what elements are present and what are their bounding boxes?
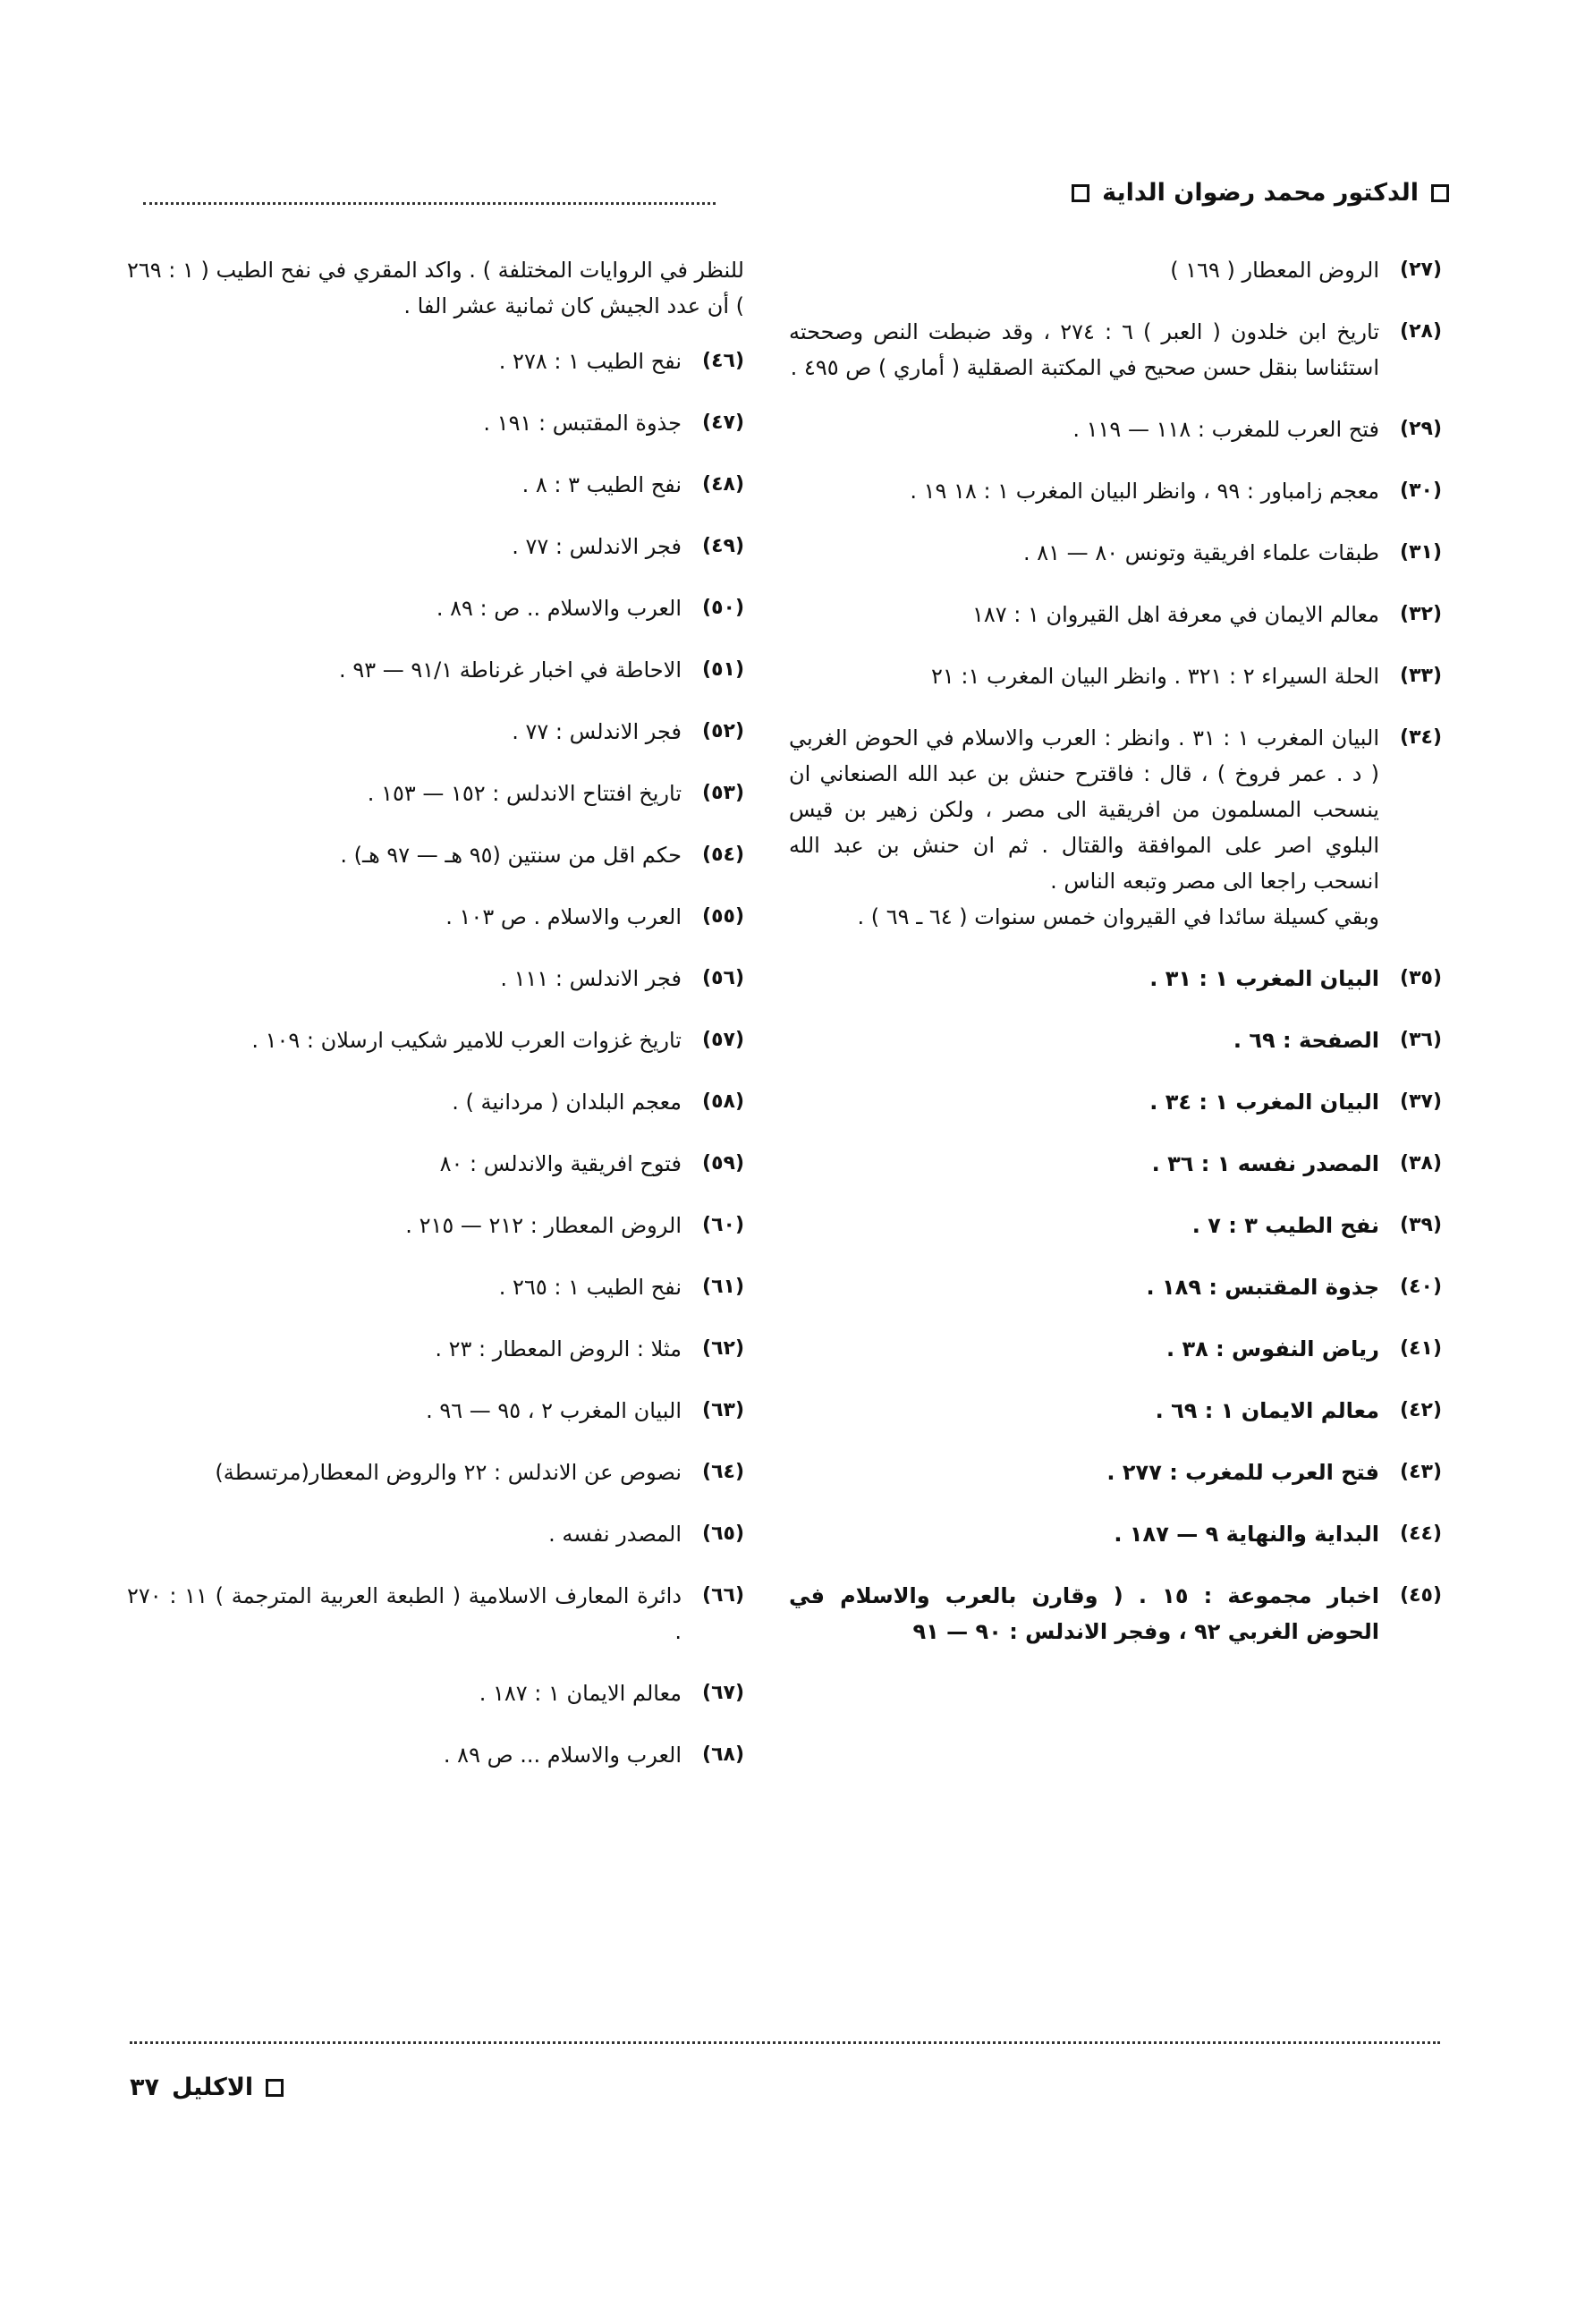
footnote-item xyxy=(789,1022,1442,1058)
footnote-text-paragraph: اخبار مجموعة : ١٥ . ( وقارن بالعرب والاسلام في الحوض الغربي ٩٢ ، وفجر الاندلس : ٩٠ — ٩١ xyxy=(789,1583,1379,1644)
footnote-text-paragraph: نصوص عن الاندلس : ٢٢ والروض المعطار(مرتسطة) xyxy=(215,1460,682,1485)
footnote-number: (٣٤) xyxy=(1400,726,1442,749)
footnote-number: (٦٠) xyxy=(702,1214,744,1236)
footnote-text xyxy=(789,720,1379,935)
footnote-item xyxy=(127,1146,744,1182)
footnote-number: (٤١) xyxy=(1400,1337,1442,1360)
footnote-number: (٥٣) xyxy=(702,782,744,804)
footnote-item xyxy=(789,961,1442,997)
footnote-text-paragraph: البداية والنهاية ٩ — ١٨٧ . xyxy=(1114,1522,1379,1547)
footnote-text xyxy=(127,405,682,441)
footnote-item xyxy=(789,658,1442,694)
footnote-text xyxy=(127,961,682,997)
footnote-number: (٣١) xyxy=(1400,541,1442,564)
footnote-text-paragraph: تاريخ افتتاح الاندلس : ١٥٢ — ١٥٣ . xyxy=(367,781,682,806)
footnote-text-paragraph: العرب والاسلام . ص ١٠٣ . xyxy=(445,904,682,929)
footnote-text xyxy=(789,961,1379,997)
footnote-text-paragraph: نفح الطيب ٣ : ٨ . xyxy=(521,472,682,497)
footnote-item xyxy=(127,405,744,441)
footnote-text-paragraph: حكم اقل من سنتين (٩٥ هـ — ٩٧ هـ) . xyxy=(340,843,682,868)
footnote-text-paragraph: فتح العرب للمغرب : ٢٧٧ . xyxy=(1106,1460,1379,1485)
footnote-text-paragraph: طبقات علماء افريقية وتونس ٨٠ — ٨١ . xyxy=(1023,540,1379,565)
footnote-text-paragraph: فجر الاندلس : ٧٧ . xyxy=(512,534,682,559)
footnote-text xyxy=(127,776,682,811)
footnote-number: (٤٧) xyxy=(702,411,744,434)
footnote-text xyxy=(127,529,682,564)
footnote-text-paragraph: فجر الاندلس : ١١١ . xyxy=(500,966,682,991)
footnote-text xyxy=(127,1084,682,1120)
footnote-number: (٣٣) xyxy=(1400,665,1442,687)
footnote-text-paragraph: الروض المعطار ( ١٦٩ ) xyxy=(1170,258,1379,283)
footnote-text-paragraph: فجر الاندلس : ٧٧ . xyxy=(512,719,682,744)
footnote-text-paragraph: العرب والاسلام .. ص : ٨٩ . xyxy=(436,596,682,621)
footnote-number: (٤٨) xyxy=(702,473,744,496)
footnote-text xyxy=(127,1516,682,1552)
footnote-text-paragraph: نفح الطيب ١ : ٢٧٨ . xyxy=(498,349,682,374)
square-bullet-icon xyxy=(1431,184,1449,202)
footnote-item xyxy=(127,1331,744,1367)
footnote-text xyxy=(127,714,682,750)
footnote-item xyxy=(789,1269,1442,1305)
footnote-number: (٥١) xyxy=(702,658,744,681)
footnote-text-paragraph: الروض المعطار : ٢١٢ — ٢١٥ . xyxy=(405,1213,682,1238)
footnote-number: (٦٣) xyxy=(702,1399,744,1421)
footnote-number: (٤٣) xyxy=(1400,1461,1442,1483)
page-number: ٣٧ xyxy=(130,2074,159,2101)
footnote-number: (٣٥) xyxy=(1400,967,1442,989)
footnote-item xyxy=(789,597,1442,632)
footnote-item xyxy=(127,776,744,811)
continued-note-text: للنظر في الروايات المختلفة ) . واكد المقري في نفح الطيب ( ١ : ٢٦٩ ) أن عدد الجيش كان ثمانية عشر الفا . xyxy=(127,258,744,318)
footnote-text-paragraph: معالم الايمان في معرفة اهل القيروان ١ : ١٨٧ xyxy=(971,602,1379,627)
footnote-text-paragraph: معجم زامباور : ٩٩ ، وانظر البيان المغرب ١ : ١٨ ١٩ . xyxy=(910,479,1379,504)
footnote-text xyxy=(127,344,682,379)
footnote-number: (٦٢) xyxy=(702,1337,744,1360)
footnote-text xyxy=(789,535,1379,571)
footnote-text xyxy=(789,1516,1379,1552)
footnote-text xyxy=(127,899,682,935)
footnote-text-paragraph: الاحاطة في اخبار غرناطة ٩١/١ — ٩٣ . xyxy=(339,657,682,683)
footnote-number: (٤٤) xyxy=(1400,1522,1442,1545)
footnote-number: (٥٦) xyxy=(702,967,744,989)
left-column-notes xyxy=(127,252,744,1799)
footnote-item xyxy=(127,1578,744,1650)
footnote-text xyxy=(127,837,682,873)
footnote-text xyxy=(789,1331,1379,1367)
footnote-number: (٣٨) xyxy=(1400,1152,1442,1175)
footnote-number: (٦١) xyxy=(702,1276,744,1298)
footnote-item xyxy=(127,467,744,503)
footnote-number: (٦٧) xyxy=(702,1682,744,1704)
footnote-item xyxy=(127,1269,744,1305)
footnote-item xyxy=(127,1022,744,1058)
footnote-item xyxy=(789,411,1442,447)
footnote-number: (٣٧) xyxy=(1400,1090,1442,1113)
footnote-text-paragraph: جذوة المقتبس : ١٨٩ . xyxy=(1146,1275,1379,1300)
footnote-text xyxy=(789,1393,1379,1429)
footnote-text-paragraph: البيان المغرب ١ : ٣٤ . xyxy=(1149,1090,1379,1115)
footnote-number: (٢٨) xyxy=(1400,320,1442,343)
footnote-text-paragraph: معالم الايمان ١ : ٦٩ . xyxy=(1155,1398,1379,1423)
footnote-item xyxy=(127,961,744,997)
footnote-text xyxy=(127,1737,682,1773)
square-bullet-icon xyxy=(266,2079,284,2097)
header-author xyxy=(1072,179,1449,207)
footnote-item xyxy=(789,720,1442,935)
footnote-text xyxy=(789,252,1379,288)
footnote-text xyxy=(127,652,682,688)
footnote-text-paragraph: مثلا : الروض المعطار : ٢٣ . xyxy=(435,1336,682,1361)
footnote-number: (٢٧) xyxy=(1400,259,1442,281)
footnote-number: (٤٠) xyxy=(1400,1276,1442,1298)
footnote-text-paragraph: وبقي كسيلة سائدا في القيروان خمس سنوات ( ٦٤ ـ ٦٩ ) . xyxy=(857,904,1379,929)
footnote-number: (٣٠) xyxy=(1400,479,1442,502)
footnote-text xyxy=(127,467,682,503)
footnote-text-paragraph: الصفحة : ٦٩ . xyxy=(1233,1028,1379,1053)
page-header xyxy=(143,179,1449,215)
footnote-number: (٤٩) xyxy=(702,535,744,557)
footnote-text xyxy=(127,1393,682,1429)
footnote-item xyxy=(127,1675,744,1711)
footnote-number: (٥٧) xyxy=(702,1029,744,1051)
footnote-text xyxy=(127,1146,682,1182)
footnote-number: (٥٠) xyxy=(702,597,744,619)
footnote-text xyxy=(789,1578,1379,1650)
footnote-item xyxy=(127,344,744,379)
journal-name: الاكليل xyxy=(171,2074,254,2101)
footnote-text xyxy=(789,1208,1379,1243)
footnote-number: (٦٦) xyxy=(702,1584,744,1607)
footnote-item xyxy=(789,1146,1442,1182)
footnote-number: (٣٩) xyxy=(1400,1214,1442,1236)
footnote-text-paragraph: تاريخ غزوات العرب للامير شكيب ارسلان : ١٠٩ . xyxy=(251,1028,682,1053)
footnote-item xyxy=(127,1516,744,1552)
footnote-item xyxy=(789,535,1442,571)
footnote-number: (٢٩) xyxy=(1400,418,1442,440)
footnote-item xyxy=(789,1393,1442,1429)
footnote-item xyxy=(789,1084,1442,1120)
footnote-item xyxy=(127,1455,744,1490)
footnote-text-paragraph: معجم البلدان ( مردانية ) . xyxy=(452,1090,682,1115)
footnote-text-paragraph: فتح العرب للمغرب : ١١٨ — ١١٩ . xyxy=(1072,417,1379,442)
footnote-item xyxy=(127,837,744,873)
footnote-item xyxy=(127,1208,744,1243)
footer-dotted-rule xyxy=(130,2041,1440,2044)
footnote-text-paragraph: البيان المغرب ١ : ٣١ . xyxy=(1149,966,1379,991)
footnote-item xyxy=(789,252,1442,288)
footnote-text xyxy=(127,1455,682,1490)
footnote-text xyxy=(789,1269,1379,1305)
header-dotted-rule xyxy=(143,202,716,205)
footnote-item xyxy=(789,1455,1442,1490)
footnote-number: (٥٩) xyxy=(702,1152,744,1175)
footnote-item xyxy=(789,473,1442,509)
footnote-item xyxy=(789,1578,1442,1650)
footnote-number: (٣٦) xyxy=(1400,1029,1442,1051)
footnote-number: (٥٢) xyxy=(702,720,744,742)
footnote-text-paragraph: فتوح افريقية والاندلس : ٨٠ xyxy=(439,1151,682,1176)
footnote-text xyxy=(127,1022,682,1058)
footnote-text xyxy=(789,1146,1379,1182)
footnote-item xyxy=(127,1084,744,1120)
footnote-text xyxy=(127,1331,682,1367)
footnote-text-paragraph: نفح الطيب ٣ : ٧ . xyxy=(1191,1213,1379,1238)
footnote-item xyxy=(789,1516,1442,1552)
footnote-number: (٣٢) xyxy=(1400,603,1442,625)
footnote-item xyxy=(127,1393,744,1429)
footnote-text-paragraph: معالم الايمان ١ : ١٨٧ . xyxy=(479,1681,682,1706)
footnote-number: (٤٢) xyxy=(1400,1399,1442,1421)
footnote-text xyxy=(789,658,1379,694)
footnote-text-paragraph: نفح الطيب ١ : ٢٦٥ . xyxy=(498,1275,682,1300)
right-column-notes xyxy=(789,252,1442,1675)
footnote-item xyxy=(127,714,744,750)
footnote-item xyxy=(789,1208,1442,1243)
footnote-number: (٥٥) xyxy=(702,905,744,928)
footnote-number: (٤٦) xyxy=(702,350,744,372)
footnote-text-paragraph: العرب والاسلام ... ص ٨٩ . xyxy=(443,1743,682,1768)
footnote-number: (٦٤) xyxy=(702,1461,744,1483)
page-footer xyxy=(130,2074,284,2101)
footnote-text-paragraph: المصدر نفسه . xyxy=(548,1522,682,1547)
footnote-item xyxy=(789,1331,1442,1367)
footnote-text-paragraph: البيان المغرب ١ : ٣١ . وانظر : العرب والاسلام في الحوض الغربي ( د . عمر فروخ ) ، قال : فاقترح حنش بن عبد الله الصنعاني ان ينسحب المسلمون من افريقية الى مصر ، ولكن زهير بن قيس البلوي اصر على الموافقة والقتال . ثم ان حنش بن عبد الله انسحب راجعا الى مصر وتبعه الناس . xyxy=(789,725,1379,894)
footnote-item xyxy=(789,314,1442,386)
footnote-text xyxy=(789,1084,1379,1120)
footnote-number: (٦٨) xyxy=(702,1743,744,1766)
footnote-text xyxy=(789,1022,1379,1058)
footnote-text xyxy=(789,1455,1379,1490)
footnote-text xyxy=(127,1675,682,1711)
footnote-text-paragraph: رياض النفوس : ٣٨ . xyxy=(1165,1336,1379,1361)
footnote-text xyxy=(127,1578,682,1650)
header-title-text: الدكتور محمد رضوان الداية xyxy=(1102,179,1419,207)
footnote-item xyxy=(127,652,744,688)
footnote-text xyxy=(127,1269,682,1305)
footnote-item xyxy=(127,899,744,935)
footnote-text-paragraph: المصدر نفسه ١ : ٣٦ . xyxy=(1151,1151,1379,1176)
footnote-text xyxy=(789,411,1379,447)
footnote-text-paragraph: جذوة المقتبس : ١٩١ . xyxy=(483,411,682,436)
footnote-text xyxy=(789,314,1379,386)
footnote-text-paragraph: الحلة السيراء ٢ : ٣٢١ . وانظر البيان المغرب ١: ٢١ xyxy=(931,664,1379,689)
footnote-item xyxy=(127,1737,744,1773)
footnote-item xyxy=(127,590,744,626)
footnote-text-paragraph: تاريخ ابن خلدون ( العبر ) ٦ : ٢٧٤ ، وقد ضبطت النص وصححته استئناسا بنقل حسن صحيح في المكتبة الصقلية ( أماري ) ص ٤٩٥ . xyxy=(789,319,1379,380)
footnote-item xyxy=(127,529,744,564)
footnote-text xyxy=(127,590,682,626)
footnote-text-paragraph: البيان المغرب ٢ ، ٩٥ — ٩٦ . xyxy=(426,1398,682,1423)
footnote-number: (٤٥) xyxy=(1400,1584,1442,1607)
footnote-number: (٥٤) xyxy=(702,844,744,866)
footnote-text-paragraph: دائرة المعارف الاسلامية ( الطبعة العربية المترجمة ) ١١ : ٢٧٠ . xyxy=(127,1583,682,1644)
square-bullet-icon xyxy=(1072,184,1089,202)
footnote-text xyxy=(127,1208,682,1243)
footnote-text xyxy=(789,473,1379,509)
footnote-number: (٦٥) xyxy=(702,1522,744,1545)
footnote-text xyxy=(789,597,1379,632)
footnote-number: (٥٨) xyxy=(702,1090,744,1113)
